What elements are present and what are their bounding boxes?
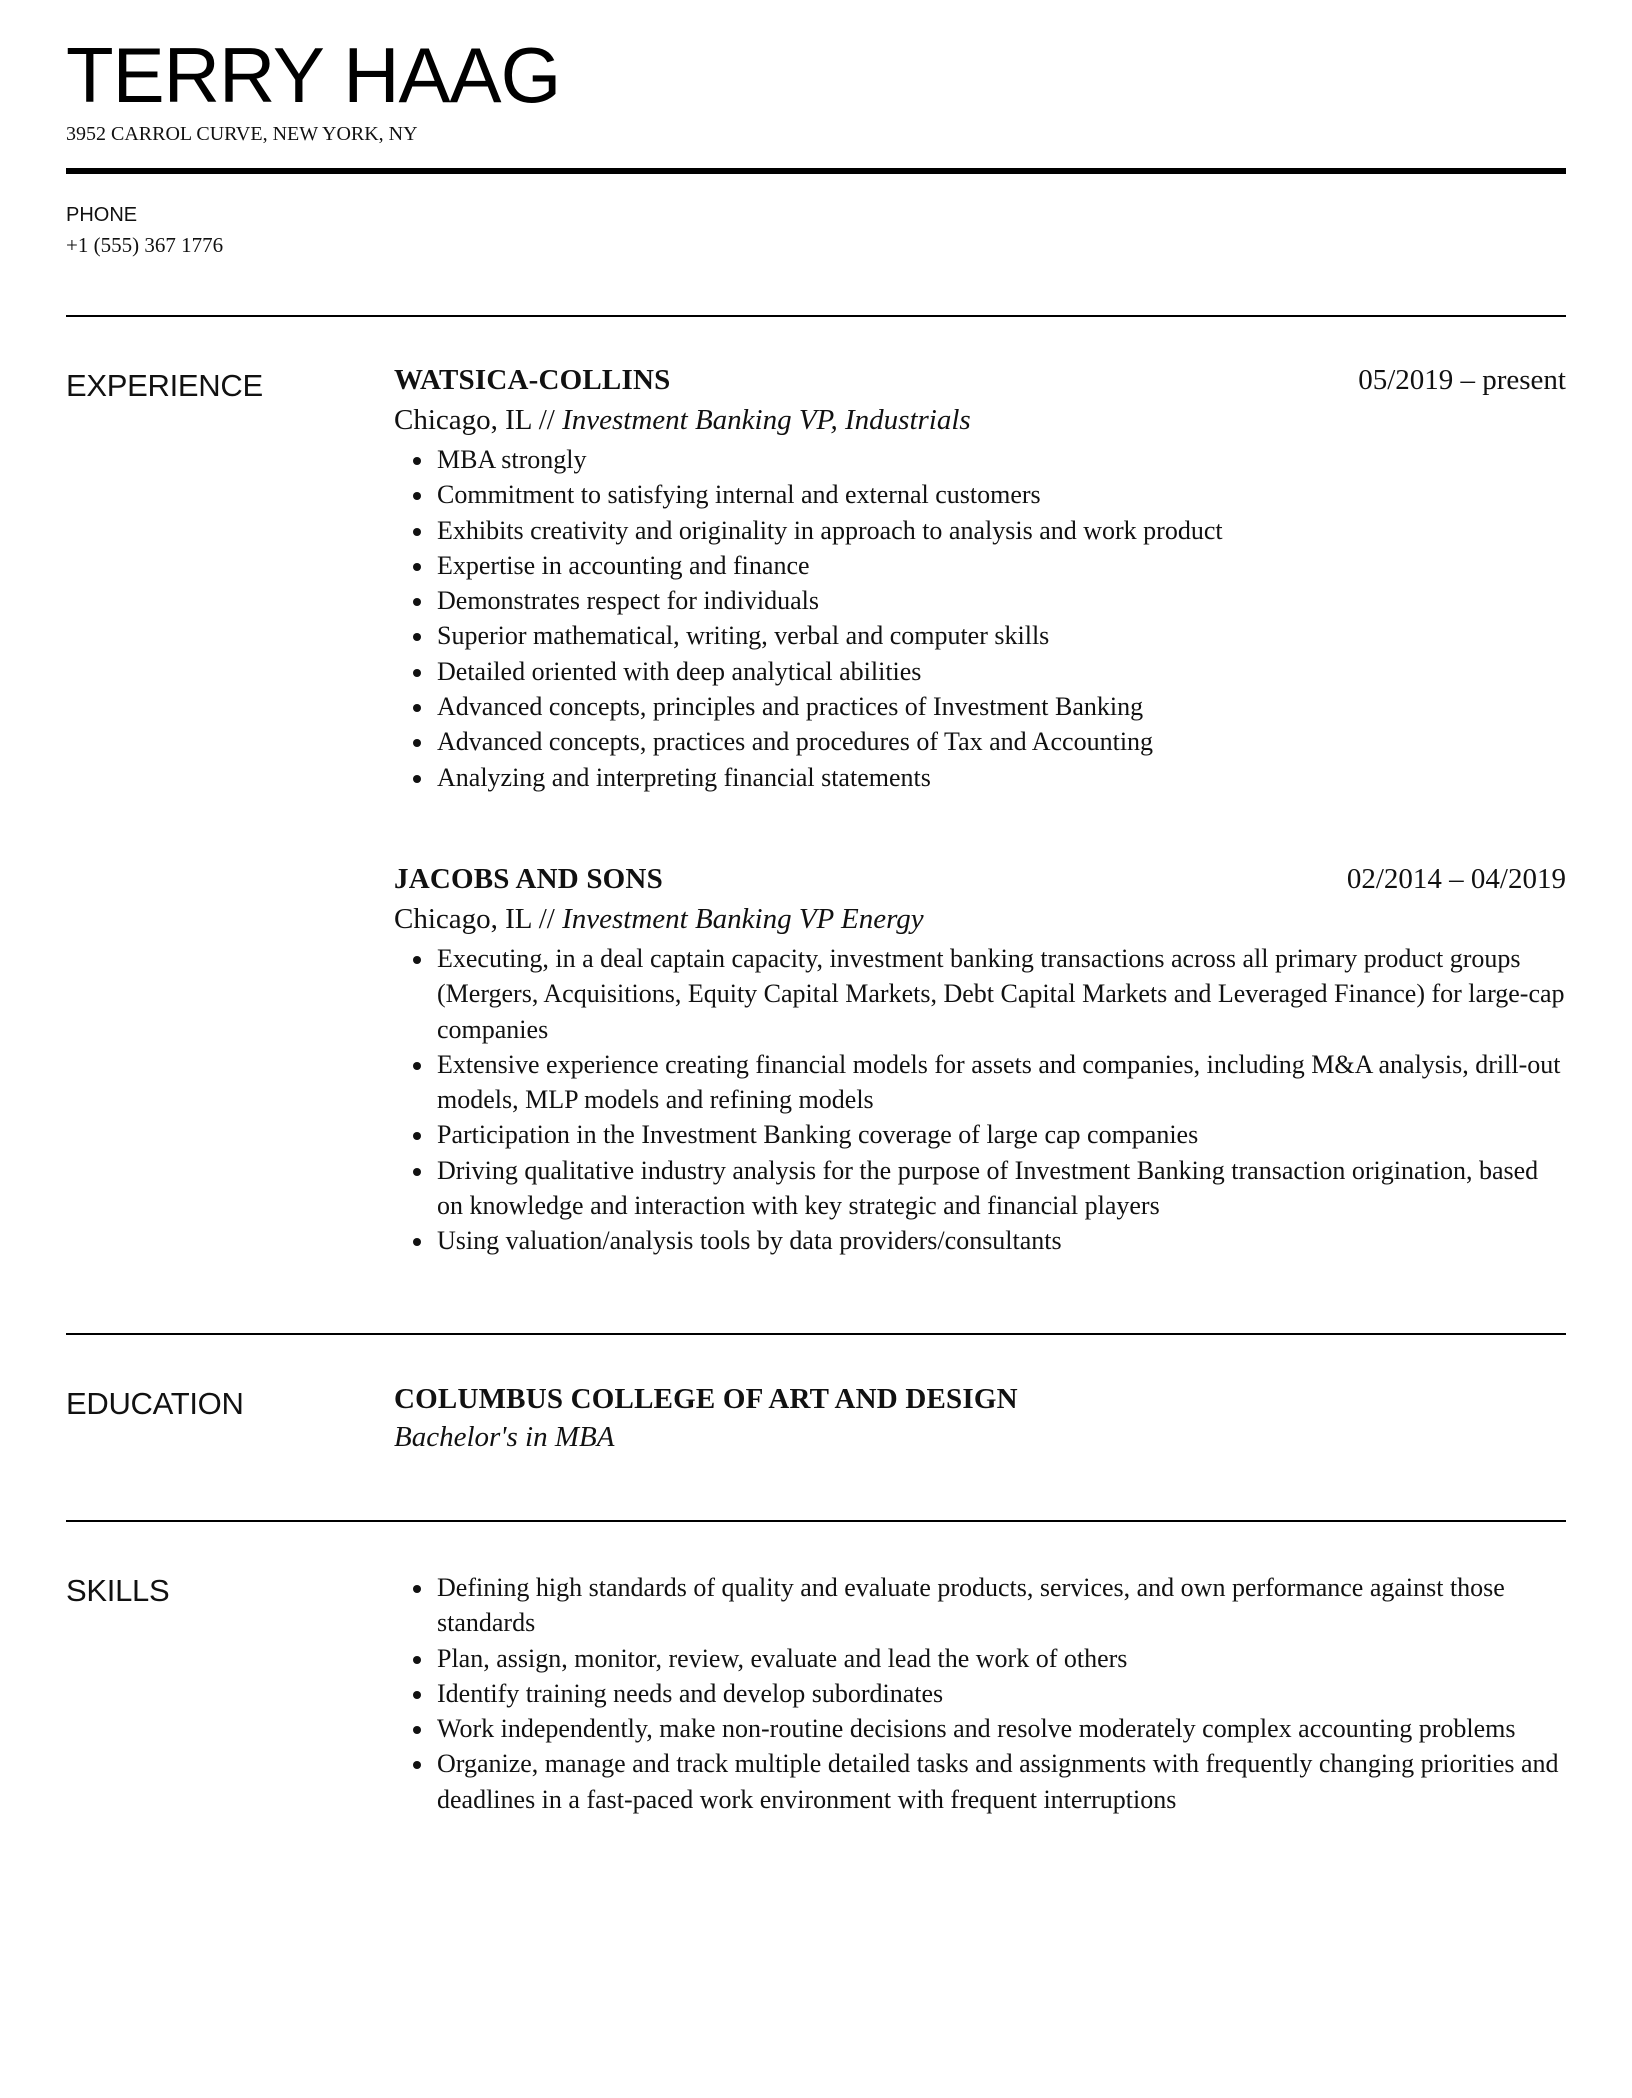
job-role: Investment Banking VP, Industrials [562, 404, 971, 436]
job-entry-1 [394, 362, 1566, 795]
phone-value: +1 (555) 367 1776 [66, 233, 224, 257]
degree: Bachelor's in MBA [394, 1421, 615, 1453]
job-dates: 02/2014 – 04/2019 [1346, 863, 1566, 895]
list-item: Extensive experience creating financial models for assets and companies, including M&A analysis, drill-out models, MLP models and refining models [437, 1047, 1566, 1118]
phone-label: PHONE [66, 204, 138, 226]
company-name: WATSICA-COLLINS [394, 364, 671, 396]
section-divider [66, 1333, 1566, 1335]
job-dates: 05/2019 – present [1358, 364, 1566, 396]
job-subline [394, 402, 1566, 438]
education-entry [394, 1381, 1566, 1457]
list-item: MBA strongly [437, 442, 1566, 477]
job-role: Investment Banking VP Energy [562, 903, 924, 935]
list-item: Organize, manage and track multiple detailed tasks and assignments with frequently changing priorities and deadlines in a fast-paced work environment with frequent interruptions [437, 1746, 1566, 1817]
job-separator: // [531, 903, 563, 935]
candidate-name: TERRY HAAG [66, 31, 561, 119]
company-name: JACOBS AND SONS [394, 863, 663, 895]
list-item: Plan, assign, monitor, review, evaluate and lead the work of others [437, 1641, 1566, 1676]
job-subline [394, 901, 1566, 937]
job-bullets [394, 442, 1566, 795]
list-item: Using valuation/analysis tools by data providers/consultants [437, 1223, 1566, 1258]
list-item: Commitment to satisfying internal and external customers [437, 477, 1566, 512]
list-item: Work independently, make non-routine decisions and resolve moderately complex accounting problems [437, 1711, 1566, 1746]
job-bullets [394, 941, 1566, 1259]
header-divider [66, 168, 1566, 174]
skills-list-container [394, 1570, 1566, 1817]
list-item: Exhibits creativity and originality in approach to analysis and work product [437, 513, 1566, 548]
list-item: Executing, in a deal captain capacity, investment banking transactions across all primary product groups (Mergers, Acquisitions, Equity Capital Markets, Debt Capital Markets and Leveraged Finance) for large-cap companies [437, 941, 1566, 1047]
job-header [394, 861, 1566, 901]
section-divider [66, 1520, 1566, 1522]
school-name: COLUMBUS COLLEGE OF ART AND DESIGN [394, 1383, 1018, 1415]
list-item: Demonstrates respect for individuals [437, 583, 1566, 618]
job-location: Chicago, IL [394, 903, 532, 935]
skills-list [394, 1570, 1566, 1817]
list-item: Driving qualitative industry analysis for the purpose of Investment Banking transaction origination, based on knowledge and interaction with key strategic and financial players [437, 1153, 1566, 1224]
list-item: Defining high standards of quality and evaluate products, services, and own performance against those standards [437, 1570, 1566, 1641]
job-header [394, 362, 1566, 402]
skills-heading: SKILLS [66, 1573, 170, 1608]
education-heading: EDUCATION [66, 1386, 244, 1421]
list-item: Detailed oriented with deep analytical abilities [437, 654, 1566, 689]
experience-heading: EXPERIENCE [66, 368, 263, 403]
list-item: Expertise in accounting and finance [437, 548, 1566, 583]
list-item: Advanced concepts, practices and procedures of Tax and Accounting [437, 724, 1566, 759]
job-entry-2 [394, 861, 1566, 1259]
list-item: Participation in the Investment Banking coverage of large cap companies [437, 1117, 1566, 1152]
list-item: Advanced concepts, principles and practices of Investment Banking [437, 689, 1566, 724]
list-item: Analyzing and interpreting financial statements [437, 760, 1566, 795]
list-item: Superior mathematical, writing, verbal and computer skills [437, 618, 1566, 653]
job-separator: // [531, 404, 563, 436]
section-divider [66, 315, 1566, 317]
list-item: Identify training needs and develop subordinates [437, 1676, 1566, 1711]
candidate-address: 3952 CARROL CURVE, NEW YORK, NY [66, 123, 418, 145]
job-location: Chicago, IL [394, 404, 532, 436]
